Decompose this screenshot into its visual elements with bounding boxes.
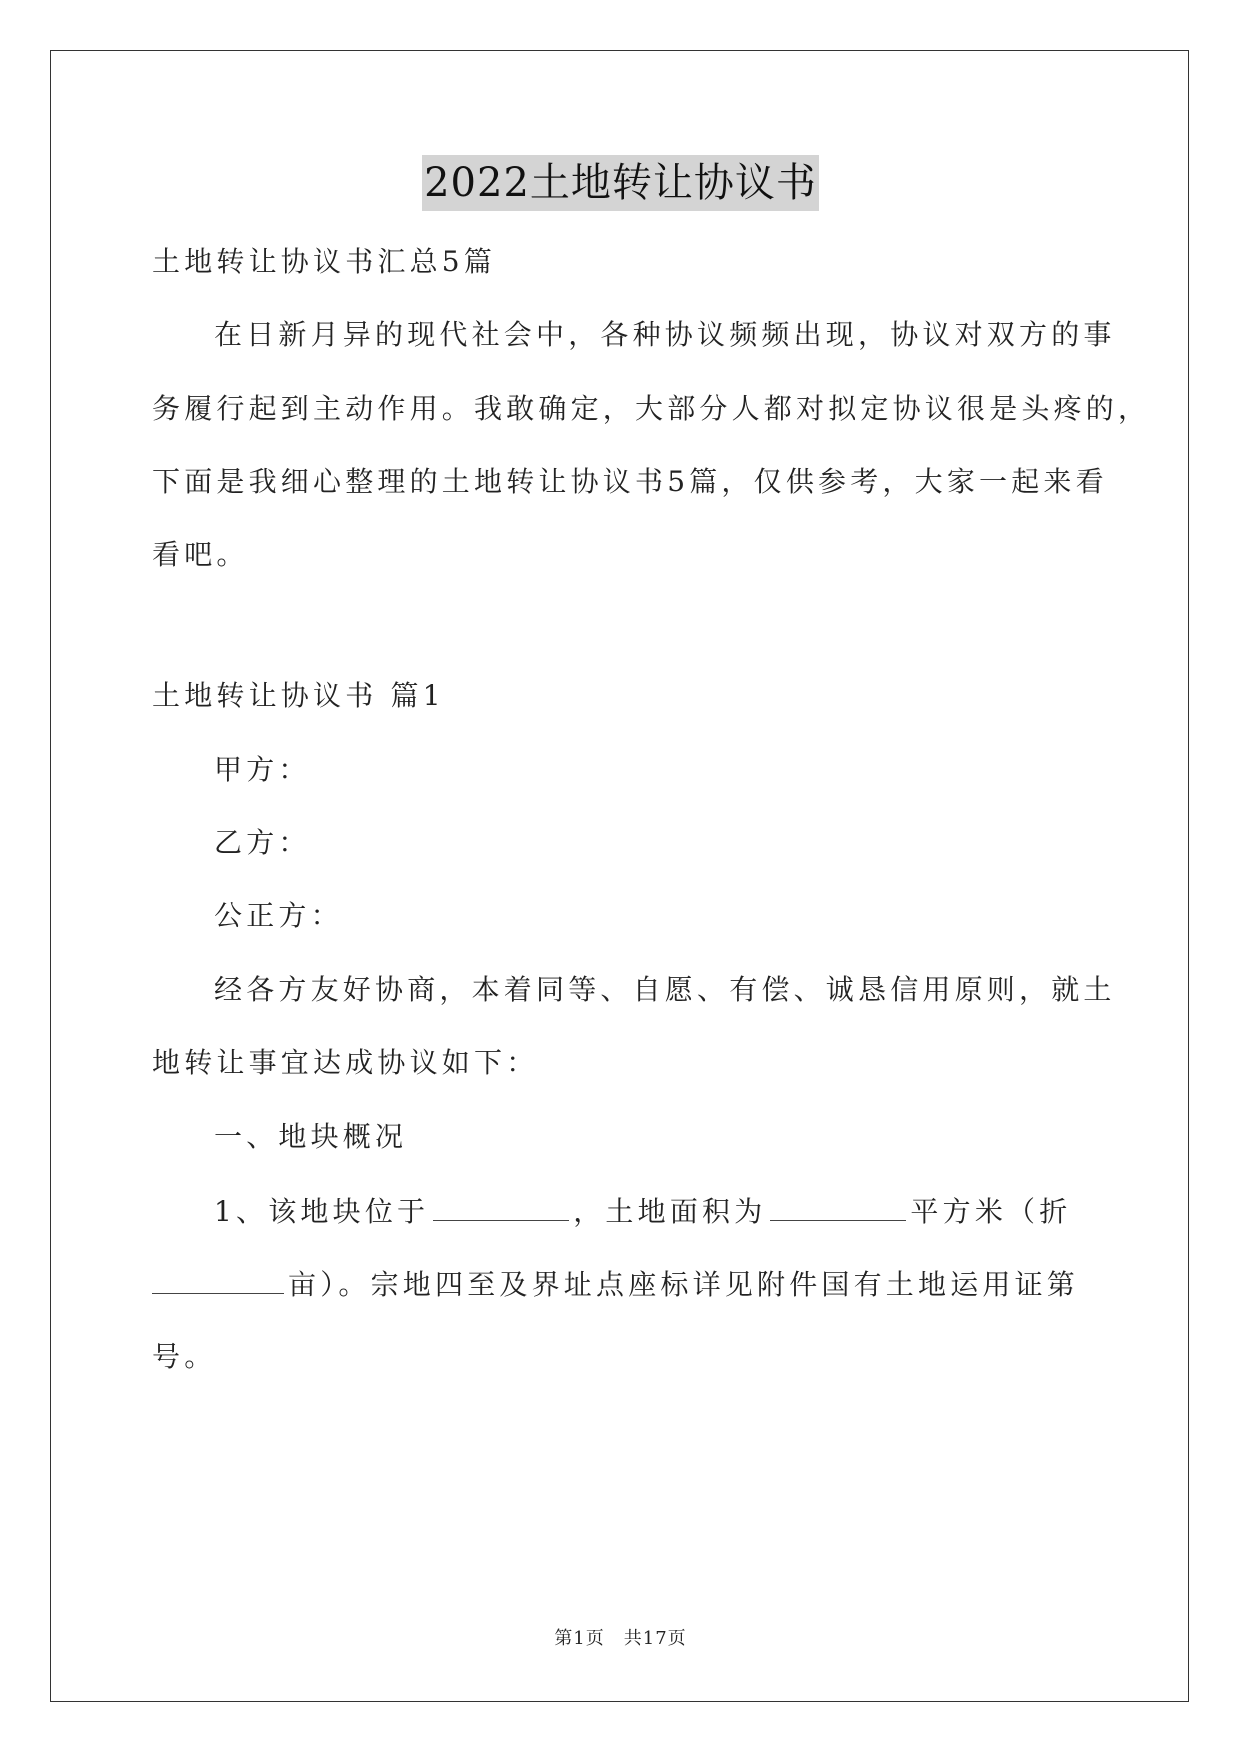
clause-1-text-area: ，土地面积为 — [573, 1195, 767, 1228]
clause-1-line-1 — [214, 1190, 1071, 1232]
clause-1-line-3: 号。 — [152, 1340, 217, 1373]
section-heading: 土地转让协议书 篇1 — [152, 679, 445, 712]
document-subtitle: 土地转让协议书汇总5篇 — [152, 245, 497, 278]
clause-heading: 一、地块概况 — [214, 1120, 408, 1153]
intro-line-1: 在日新月异的现代社会中，各种协议频频出现，协议对双方的事 — [214, 318, 1116, 351]
mu-blank-field[interactable] — [152, 1263, 284, 1294]
intro-line-4: 看吧。 — [152, 538, 249, 571]
area-blank-field[interactable] — [770, 1190, 906, 1221]
agreement-line-2: 地转让事宜达成协议如下： — [152, 1046, 539, 1079]
clause-1-text-location: 1、该地块位于 — [214, 1195, 430, 1228]
page-footer: 第1页 共17页 — [554, 1628, 687, 1649]
notary-label: 公正方： — [214, 899, 343, 932]
document-title: 2022土地转让协议书 — [422, 155, 819, 211]
intro-line-2: 务履行起到主动作用。我敢确定，大部分人都对拟定协议很是头疼的， — [152, 392, 1151, 425]
agreement-line-1: 经各方友好协商，本着同等、自愿、有偿、诚恳信用原则，就土 — [214, 973, 1116, 1006]
clause-1-text-unit: 平方米（折 — [910, 1195, 1072, 1228]
clause-1-text-certificate: 亩）。宗地四至及界址点座标详见附件国有土地运用证第 — [288, 1268, 1080, 1301]
intro-line-3: 下面是我细心整理的土地转让协议书5篇，仅供参考，大家一起来看 — [152, 465, 1108, 498]
page-border — [50, 50, 1189, 1702]
title-container — [0, 155, 1241, 211]
party-a-label: 甲方： — [214, 753, 311, 786]
party-b-label: 乙方： — [214, 826, 311, 859]
location-blank-field[interactable] — [433, 1190, 569, 1221]
clause-1-line-2 — [152, 1263, 1079, 1305]
